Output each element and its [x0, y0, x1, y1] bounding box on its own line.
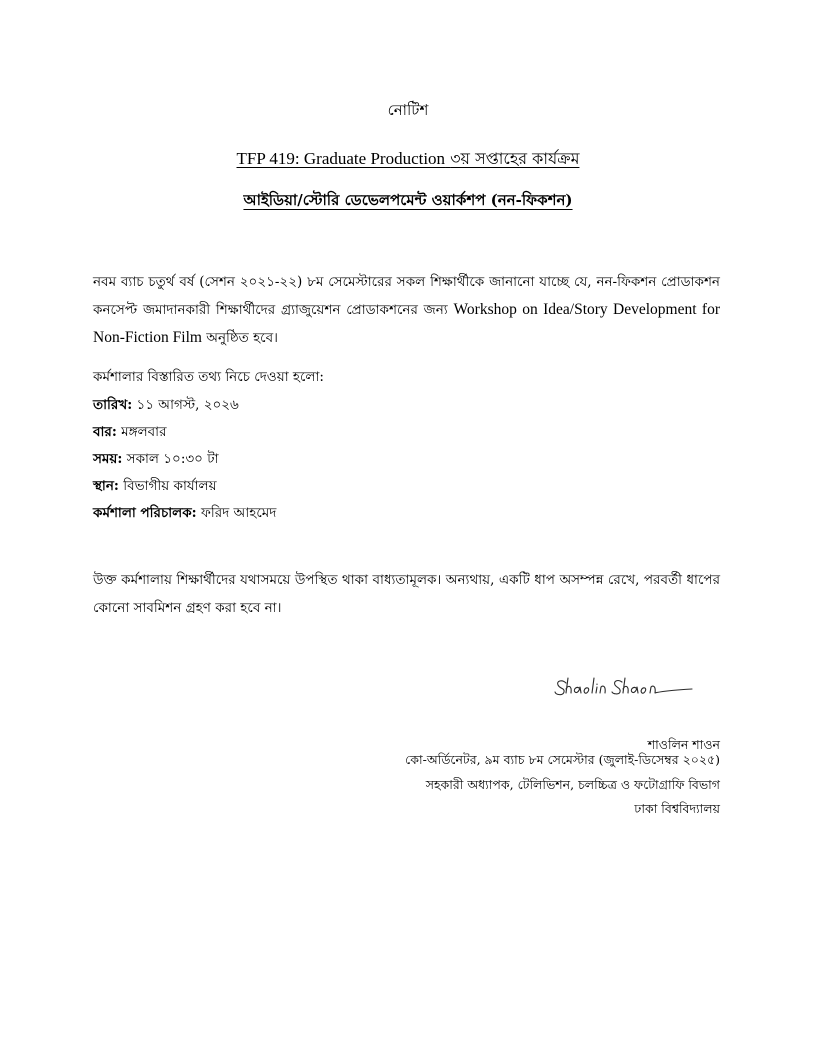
signatory-role: কো-অর্ডিনেটর, ৯ম ব্যাচ ৮ম সেমেস্টার (জুলাই-ডিসেম্বর ২০২৫): [405, 752, 720, 767]
course-week-activity: ৩য় সপ্তাহের কার্যক্রম: [450, 149, 580, 168]
detail-time: [93, 448, 219, 471]
detail-date: [93, 394, 239, 417]
signatory-institution: ঢাকা বিশ্ববিদ্যালয়: [634, 801, 720, 816]
intro-workshop-name: Workshop on Idea/Story Development for Non-Fiction Film: [93, 301, 720, 346]
notice-heading: নোটিশ: [387, 101, 429, 119]
detail-time-label: সময়:: [93, 451, 123, 467]
detail-day-label: বার:: [93, 424, 117, 440]
details-heading: কর্মশালার বিস্তারিত তথ্য নিচে দেওয়া হলো:: [93, 369, 324, 385]
workshop-title: আইডিয়া/স্টোরি ডেভেলপমেন্ট ওয়ার্কশপ (নন-ফিকশন): [243, 191, 573, 209]
course-code: TFP 419: Graduate Production: [236, 149, 446, 168]
intro-paragraph: [93, 268, 720, 352]
detail-time-value: সকাল ১০:৩০ টা: [126, 451, 219, 467]
detail-director: [93, 502, 276, 525]
detail-day: [93, 421, 167, 444]
attendance-warning: উক্ত কর্মশালায় শিক্ষার্থীদের যথাসময়ে উপস্থিত থাকা বাধ্যতামূলক। অন্যথায়, একটি ধাপ অসম্পন্ন রেখে, পরবর্তী ধাপের কোনো সাবমিশন গ্রহণ করা হবে না।: [93, 572, 720, 616]
detail-date-label: তারিখ:: [93, 397, 133, 413]
detail-director-label: কর্মশালা পরিচালক:: [93, 505, 197, 521]
course-heading: [0, 146, 816, 173]
detail-date-value: ১১ আগস্ট, ২০২৬: [136, 397, 239, 413]
detail-place: [93, 475, 217, 498]
signatory-designation: সহকারী অধ্যাপক, টেলিভিশন, চলচ্চিত্র ও ফটোগ্রাফি বিভাগ: [425, 777, 720, 792]
handwritten-signature: [552, 674, 702, 706]
detail-day-value: মঙ্গলবার: [121, 424, 167, 440]
intro-text-end: অনুষ্ঠিত হবে।: [206, 330, 278, 346]
intro-text: নবম ব্যাচ চতুর্থ বর্ষ (সেশন ২০২১-২২) ৮ম সেমেস্টারের সকল শিক্ষার্থীকে জানানো যাচ্ছে যে, নন-ফিকশন প্রোডাকশন কনসেপ্ট জমাদানকারী শিক্ষার্থীদের গ্র্যাজুয়েশন প্রোডাকশনের জন্য: [93, 274, 720, 318]
detail-director-value: ফরিদ আহমেদ: [200, 505, 277, 521]
signatory-name: শাওলিন শাওন: [647, 737, 720, 752]
detail-place-value: বিভাগীয় কার্যালয়: [123, 478, 217, 494]
detail-place-label: স্থান:: [93, 478, 119, 494]
